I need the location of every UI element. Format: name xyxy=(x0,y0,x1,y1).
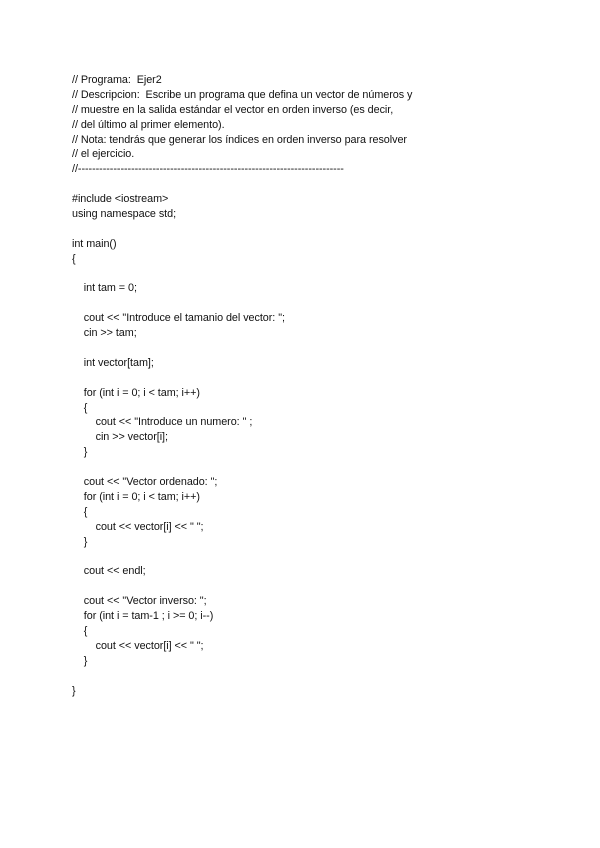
code-line: cout << vector[i] << " "; xyxy=(72,639,204,652)
code-line: // del último al primer elemento). xyxy=(72,118,225,131)
code-line: { xyxy=(72,505,88,518)
code-line: { xyxy=(72,401,88,414)
code-line: using namespace std; xyxy=(72,208,177,221)
code-line: for (int i = 0; i < tam; i++) xyxy=(72,386,200,399)
code-line: // Nota: tendrás que generar los índices en orden inverso para resolver xyxy=(72,133,407,146)
code-line xyxy=(72,222,412,237)
code-line: } xyxy=(72,446,88,459)
source-code xyxy=(72,73,412,698)
code-line xyxy=(72,460,412,475)
code-line: for (int i = tam-1 ; i >= 0; i--) xyxy=(72,610,214,623)
code-line: cout << "Introduce un numero: " ; xyxy=(72,416,253,429)
code-line xyxy=(72,267,412,282)
code-line: // el ejercicio. xyxy=(72,148,135,161)
code-line: cin >> vector[i]; xyxy=(72,431,168,444)
code-line: { xyxy=(72,624,88,637)
code-line: // Programa: Ejer2 xyxy=(72,74,162,86)
code-line: } xyxy=(72,684,76,697)
code-line: { xyxy=(72,252,76,265)
code-line: int vector[tam]; xyxy=(72,356,154,369)
code-line: //--------------------------------------------------------------------------- xyxy=(72,163,344,176)
code-line: int tam = 0; xyxy=(72,282,137,295)
code-line xyxy=(72,296,412,311)
code-line xyxy=(72,550,412,565)
code-line: cout << "Vector inverso: "; xyxy=(72,595,207,608)
code-line: } xyxy=(72,654,88,667)
code-line: cout << "Vector ordenado: "; xyxy=(72,476,218,489)
code-line: } xyxy=(72,535,88,548)
code-line: cin >> tam; xyxy=(72,327,137,340)
code-line: int main() xyxy=(72,237,117,250)
code-line xyxy=(72,371,412,386)
code-line xyxy=(72,341,412,356)
code-line: // muestre en la salida estándar el vector en orden inverso (es decir, xyxy=(72,103,394,116)
code-line: for (int i = 0; i < tam; i++) xyxy=(72,490,200,503)
code-line xyxy=(72,177,412,192)
code-line: #include <iostream> xyxy=(72,193,169,206)
code-line xyxy=(72,669,412,684)
code-line: cout << vector[i] << " "; xyxy=(72,520,204,533)
code-line xyxy=(72,579,412,594)
code-line: cout << "Introduce el tamanio del vector: "; xyxy=(72,312,285,325)
code-line: // Descripcion: Escribe un programa que defina un vector de números y xyxy=(72,88,413,101)
code-line: cout << endl; xyxy=(72,565,146,578)
